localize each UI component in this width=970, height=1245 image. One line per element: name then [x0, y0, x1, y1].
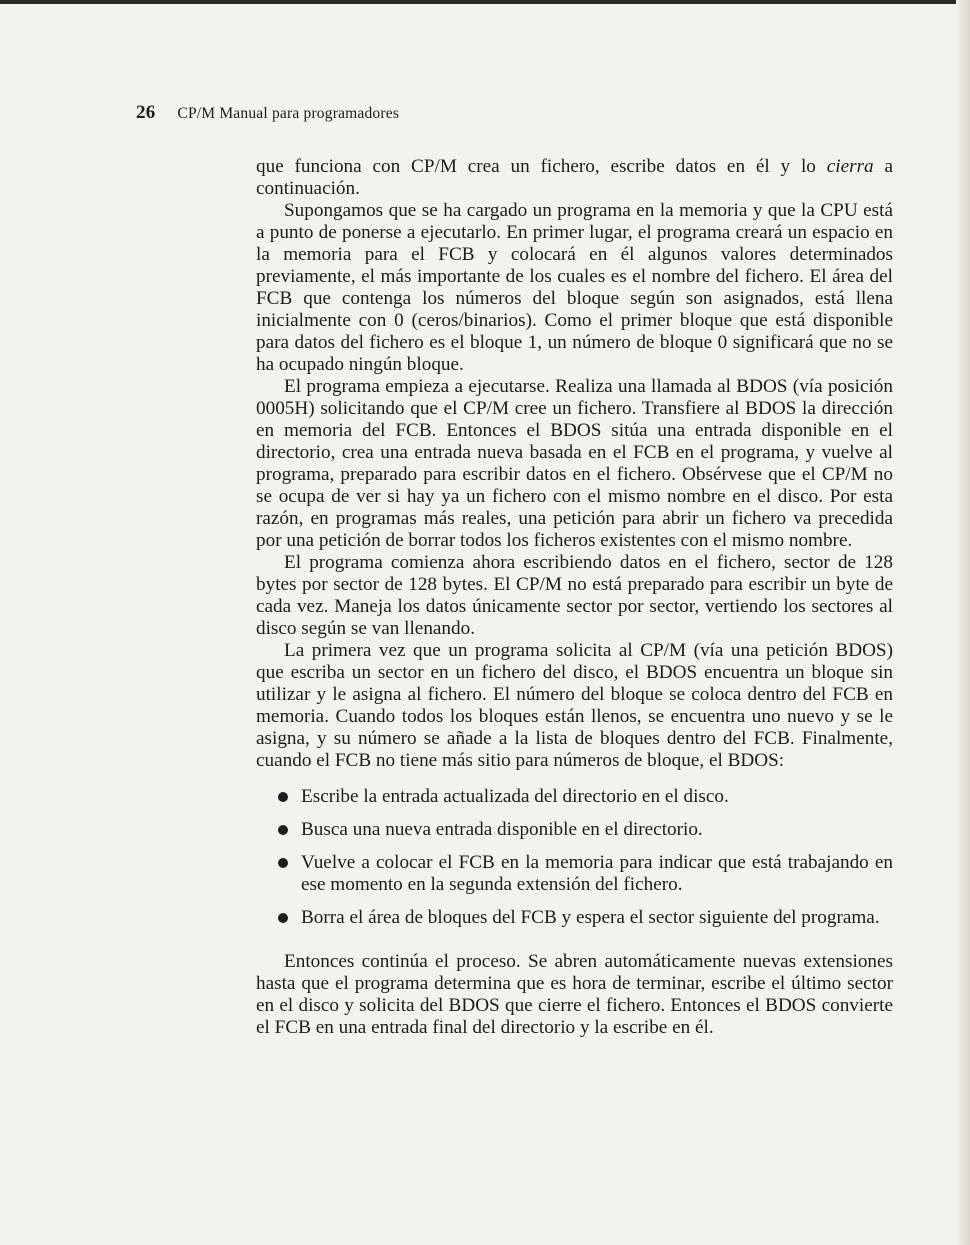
paragraph-3: El programa empieza a ejecutarse. Realiza una llamada al BDOS (vía posición 0005H) solicitando que el CP/M cree un fichero. Transfiere al BDOS la dirección en memoria del FCB. Entonces el BDOS sitúa una entrada disponible en el directorio, crea una entrada nueva basada en el FCB en el programa, y vuelve al programa, preparado para escribir datos en el fichero. Obsérvese que el CP/M no se ocupa de ver si hay ya un fichero con el mismo nombre en el disco. Por esta razón, en programas más reales, una petición para abrir un fichero va precedida por una petición de borrar todos los ficheros existentes con el mismo nombre.: [256, 376, 893, 551]
bullet-text: Escribe la entrada actualizada del directorio en el disco.: [301, 786, 729, 807]
paragraph-1-italic-word: cierra: [826, 156, 874, 177]
paragraph-6: Entonces continúa el proceso. Se abren automáticamente nuevas extensiones hasta que el programa determina que es hora de terminar, escribe el último sector en el disco y solicita del BDOS que cierre el fichero. Entonces el BDOS convierte el FCB en una entrada final del directorio y la escribe en él.: [256, 951, 893, 1038]
paragraph-5: La primera vez que un programa solicita al CP/M (vía una petición BDOS) que escriba un sector en un fichero del disco, el BDOS encuentra un bloque sin utilizar y le asigna al fichero. El número del bloque se coloca dentro del FCB en memoria. Cuando todos los bloques están llenos, se encuentra uno nuevo y se le asigna, y su número se añade a la lista de bloques dentro del FCB. Finalmente, cuando el FCB no tiene más sitio para números de bloque, el BDOS:: [256, 640, 893, 771]
bullet-item: [256, 852, 893, 896]
paragraph-1: [256, 156, 893, 200]
paragraph-2: Supongamos que se ha cargado un programa en la memoria y que la CPU está a punto de ponerse a ejecutarlo. En primer lugar, el programa creará un espacio en la memoria para el FCB y colocará en él algunos valores determinados previamente, el más importante de los cuales es el nombre del fichero. El área del FCB que contenga los números del bloque según son asignados, está llena inicialmente con 0 (ceros/binarios). Como el primer bloque que está disponible para datos del fichero es el bloque 1, un número de bloque 0 significará que no se ha ocupado ningún bloque.: [256, 200, 893, 375]
bullet-icon: [278, 858, 288, 868]
page-top-edge: [0, 0, 970, 4]
bullet-text: Borra el área de bloques del FCB y espera el sector siguiente del programa.: [301, 907, 880, 928]
page-right-edge: [956, 0, 970, 1245]
paragraph-1-part-b: a continuación.: [256, 156, 893, 199]
bullet-icon: [278, 792, 288, 802]
paragraph-1-part-a: que funciona con CP/M crea un fichero, escribe datos en él y lo: [256, 156, 827, 177]
page-number: 26: [136, 102, 156, 123]
bullet-text: Busca una nueva entrada disponible en el directorio.: [301, 819, 703, 840]
bullet-list: [256, 786, 893, 929]
bullet-text: Vuelve a colocar el FCB en la memoria para indicar que está trabajando en ese momento en la segunda extensión del fichero.: [301, 852, 893, 895]
paragraph-4: El programa comienza ahora escribiendo datos en el fichero, sector de 128 bytes por sector de 128 bytes. El CP/M no está preparado para escribir un byte de cada vez. Maneja los datos únicamente sector por sector, vertiendo los sectores al disco según se van llenando.: [256, 552, 893, 639]
bullet-item: [256, 819, 893, 841]
bullet-item: [256, 907, 893, 929]
running-title: CP/M Manual para programadores: [177, 105, 400, 122]
bullet-item: [256, 786, 893, 808]
bullet-icon: [278, 913, 288, 923]
body-text: [256, 156, 893, 1039]
bullet-icon: [278, 825, 288, 835]
running-header: [136, 102, 399, 124]
